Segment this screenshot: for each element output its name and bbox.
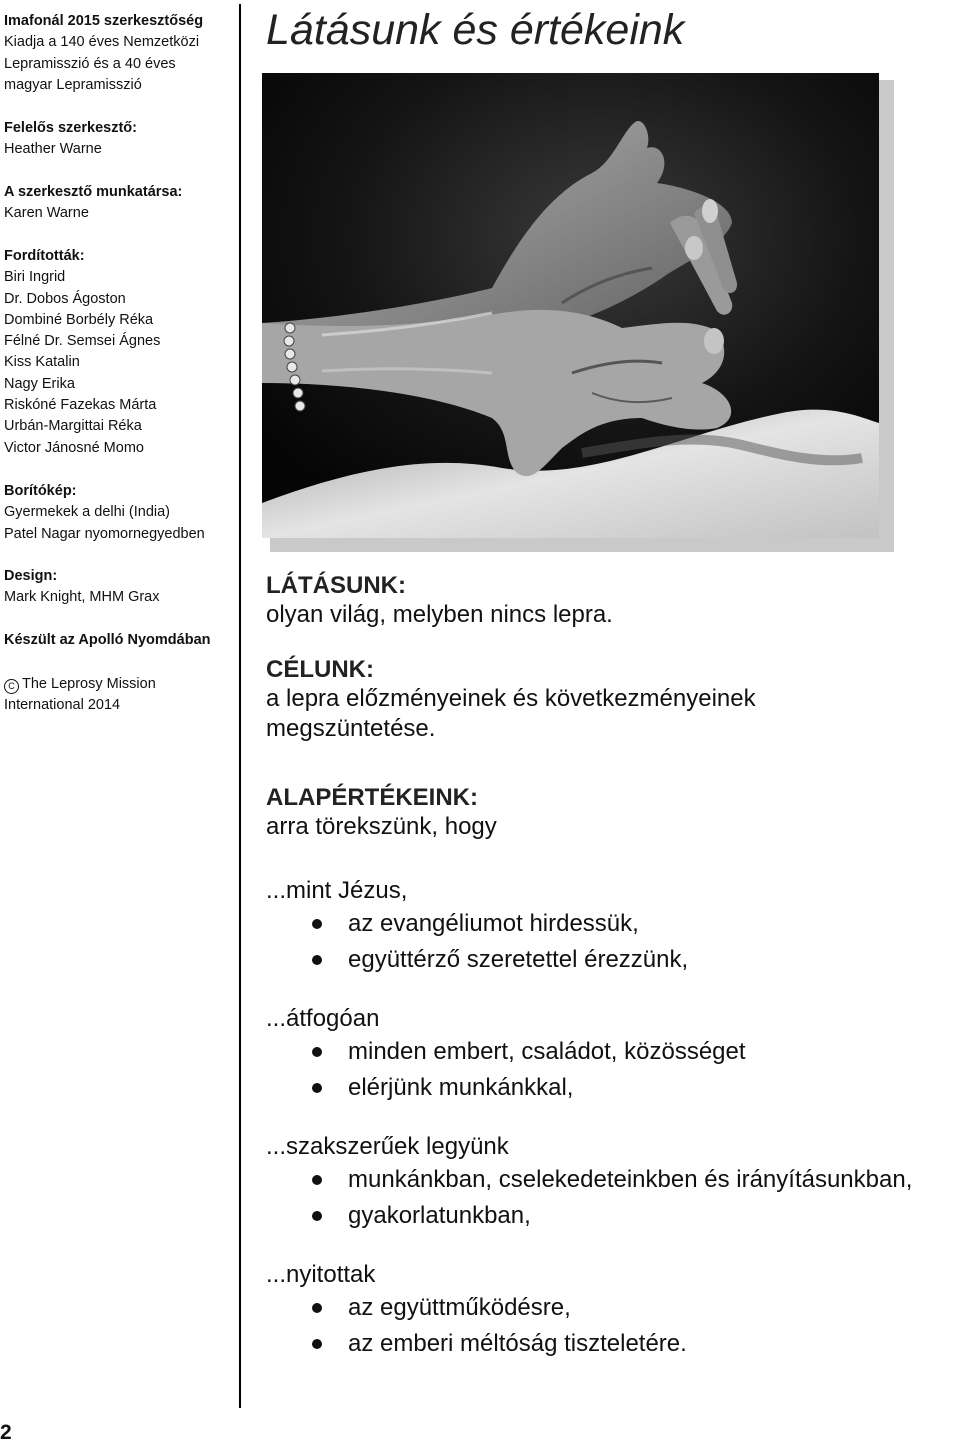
- copyright-block: [4, 674, 234, 717]
- editor-block: [4, 118, 234, 161]
- translator-name: Dombiné Borbély Réka: [4, 311, 154, 328]
- cover-label: Borítókép:: [4, 483, 77, 499]
- values-intro: arra törekszünk, hogy: [266, 813, 497, 840]
- translator-name: Dr. Dobos Ágoston: [4, 290, 126, 307]
- value-list: [266, 1034, 946, 1106]
- translator-name: Urbán-Margittai Réka: [4, 418, 142, 435]
- list-item-text: az emberi méltóság tiszteletére.: [348, 1330, 687, 1357]
- copyright-holder: The Leprosy Mission: [22, 676, 156, 692]
- bullet-icon: [312, 1303, 322, 1313]
- translator-name: Victor Jánosné Momo: [4, 439, 144, 456]
- translator-name: Félné Dr. Semsei Ágnes: [4, 333, 161, 350]
- value-group-lead: ...nyitottak: [266, 1261, 376, 1288]
- list-item: [266, 906, 946, 942]
- vision-label: LÁTÁSUNK:: [266, 572, 406, 599]
- list-item-text: elérjünk munkánkkal,: [348, 1074, 574, 1101]
- goal-text: a lepra előzményeinek és következményeinek: [266, 685, 756, 712]
- assistant-block: [4, 182, 234, 225]
- translators-label: Fordították:: [4, 248, 85, 264]
- mission-statement: [266, 572, 946, 1362]
- copyright-line: International 2014: [4, 697, 121, 714]
- bullet-icon: [312, 1211, 322, 1221]
- value-group-lead: ...átfogóan: [266, 1005, 380, 1032]
- list-item-text: munkánkban, cselekedeteinkben és irányításunkban,: [348, 1166, 913, 1193]
- list-item-text: az evangéliumot hirdessük,: [348, 910, 639, 937]
- design-label: Design:: [4, 568, 58, 584]
- assistant-name: Karen Warne: [4, 205, 89, 222]
- copyright-line: [4, 674, 234, 695]
- translator-name: Riskóné Fazekas Márta: [4, 397, 157, 414]
- list-item: [266, 1070, 946, 1106]
- translators-block: [4, 246, 234, 459]
- editor-name: Heather Warne: [4, 141, 102, 158]
- bullet-icon: [312, 1339, 322, 1349]
- bullet-icon: [312, 955, 322, 965]
- imprint-line: magyar Lepramisszió: [4, 76, 142, 93]
- list-item: [266, 1162, 946, 1198]
- imprint-line: Lepramisszió és a 40 éves: [4, 55, 176, 72]
- list-item-text: minden embert, családot, közösséget: [348, 1038, 746, 1065]
- bullet-icon: [312, 919, 322, 929]
- bullet-icon: [312, 1047, 322, 1057]
- vision-text: olyan világ, melyben nincs lepra.: [266, 601, 613, 628]
- translator-name: Nagy Erika: [4, 375, 75, 392]
- goal-text: megszüntetése.: [266, 715, 436, 742]
- design-name: Mark Knight, MHM Grax: [4, 589, 160, 606]
- cover-line: Gyermekek a delhi (India): [4, 504, 171, 521]
- copyright-icon: C: [4, 679, 19, 694]
- cover-line: Patel Nagar nyomornegyedben: [4, 525, 205, 542]
- list-item: [266, 1198, 946, 1234]
- list-item-text: az együttműködésre,: [348, 1294, 571, 1321]
- translator-name: Biri Ingrid: [4, 269, 66, 286]
- bullet-icon: [312, 1083, 322, 1093]
- editor-label: Felelős szerkesztő:: [4, 120, 137, 136]
- printer-block: [4, 630, 234, 651]
- value-group-lead: ...szakszerűek legyünk: [266, 1133, 509, 1160]
- list-item-text: gyakorlatunkban,: [348, 1202, 531, 1229]
- value-group-lead: ...mint Jézus,: [266, 877, 408, 904]
- goal-label: CÉLUNK:: [266, 656, 374, 683]
- imprint-block: [4, 11, 234, 96]
- list-item: [266, 1290, 946, 1326]
- list-item-text: együttérző szeretettel érezzünk,: [348, 946, 689, 973]
- value-list: [266, 1162, 946, 1234]
- values-label: ALAPÉRTÉKEINK:: [266, 784, 479, 811]
- translator-name: Kiss Katalin: [4, 354, 80, 371]
- design-block: [4, 566, 234, 609]
- imprint-title: Imafonál 2015 szerkesztőség: [4, 13, 204, 29]
- assistant-label: A szerkesztő munkatársa:: [4, 184, 183, 200]
- cover-block: [4, 481, 234, 545]
- column-divider: [239, 4, 241, 1408]
- list-item: [266, 1034, 946, 1070]
- page-title: Látásunk és értékeink: [266, 6, 685, 54]
- page-number: 2: [0, 1421, 12, 1444]
- value-list: [266, 906, 946, 978]
- cover-photo-hands: [262, 73, 879, 538]
- list-item: [266, 942, 946, 978]
- printer-label: Készült az Apolló Nyomdában: [4, 632, 211, 648]
- value-list: [266, 1290, 946, 1362]
- imprint-line: Kiadja a 140 éves Nemzetközi: [4, 34, 200, 51]
- list-item: [266, 1326, 946, 1362]
- bullet-icon: [312, 1175, 322, 1185]
